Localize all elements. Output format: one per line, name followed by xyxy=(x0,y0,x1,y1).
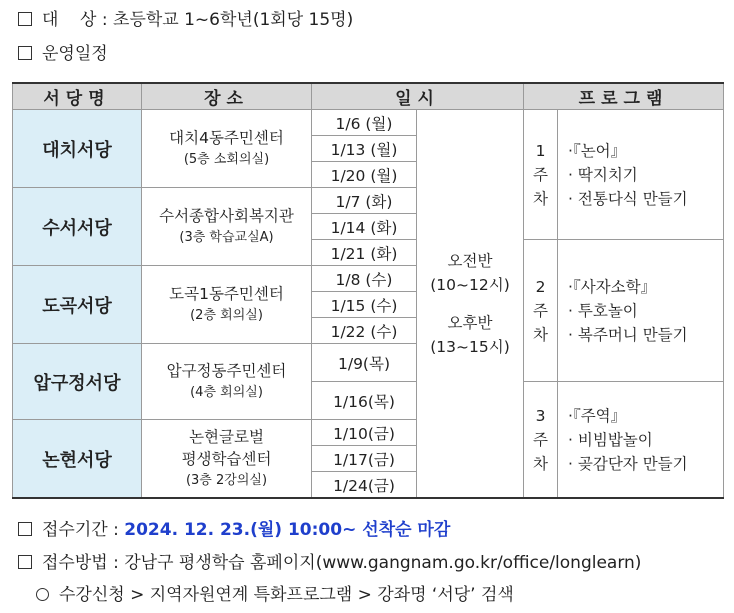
place-cell xyxy=(142,266,312,344)
target-label: 대 상 xyxy=(42,10,97,30)
checkbox-square-icon xyxy=(18,46,32,60)
header-place: 장소 xyxy=(142,83,312,110)
week-num: 2 xyxy=(535,277,546,296)
apply-period-value: 2024. 12. 23.(월) 10:00~ 선착순 마감 xyxy=(124,520,451,540)
place-name: 논현글로벌 xyxy=(189,427,264,446)
place-name: 압구정동주민센터 xyxy=(166,361,287,380)
week-num: 1 xyxy=(535,141,546,160)
schedule-table xyxy=(12,82,724,499)
program-cell xyxy=(558,240,724,382)
program-item: ·『주역』 xyxy=(568,406,627,425)
week-cha: 차 xyxy=(533,325,548,344)
week-ju: 주 xyxy=(533,430,548,449)
program-item: · 복주머니 만들기 xyxy=(568,325,688,344)
date-cell: 1/7 (화) xyxy=(312,188,417,214)
program-item: · 곶감단자 만들기 xyxy=(568,454,688,473)
path-line xyxy=(36,584,514,606)
program-item: ·『논어』 xyxy=(568,141,627,160)
date-cell: 1/16(목) xyxy=(312,382,417,420)
program-item: ·『사자소학』 xyxy=(568,277,657,296)
date-cell: 1/20 (월) xyxy=(312,162,417,188)
target-line xyxy=(18,9,353,31)
date-cell: 1/14 (화) xyxy=(312,214,417,240)
checkbox-square-icon xyxy=(18,12,32,26)
apply-method-value: 강남구 평생학습 홈페이지(www.gangnam.go.kr/office/longlearn) xyxy=(124,553,642,573)
program-cell xyxy=(558,382,724,499)
place-cell xyxy=(142,188,312,266)
place-room: (3층 2강의실) xyxy=(185,472,268,488)
week-label xyxy=(524,382,558,499)
path-text: 수강신청 > 지역자원연계 특화프로그램 > 강좌명 ‘서당’ 검색 xyxy=(59,585,514,605)
branch-name: 대치서당 xyxy=(13,110,142,188)
apply-method-sep: : xyxy=(113,553,119,573)
header-program: 프로그램 xyxy=(524,83,724,110)
program-item: · 전통다식 만들기 xyxy=(568,189,688,208)
header-datetime: 일시 xyxy=(312,83,524,110)
date-cell: 1/24(금) xyxy=(312,472,417,499)
week-cha: 차 xyxy=(533,454,548,473)
program-item: · 딱지치기 xyxy=(568,165,638,184)
branch-name: 도곡서당 xyxy=(13,266,142,344)
time-cell xyxy=(417,110,524,499)
place-room: (2층 회의실) xyxy=(190,307,263,323)
time-pm: 오후반 xyxy=(447,313,493,332)
program-item: · 비빔밥놀이 xyxy=(568,430,653,449)
checkbox-square-icon xyxy=(18,555,32,569)
apply-period-label: 접수기간 xyxy=(42,520,108,540)
checkbox-square-icon xyxy=(18,522,32,536)
place-name: 수서종합사회복지관 xyxy=(159,206,294,225)
time-am: 오전반 xyxy=(447,251,493,270)
week-label xyxy=(524,240,558,382)
branch-name: 수서서당 xyxy=(13,188,142,266)
date-cell: 1/8 (수) xyxy=(312,266,417,292)
date-cell: 1/6 (월) xyxy=(312,110,417,136)
apply-method-line xyxy=(18,552,641,574)
time-am-hours: (10~12시) xyxy=(430,275,510,294)
circle-bullet-icon xyxy=(36,588,49,601)
date-cell: 1/9(목) xyxy=(312,344,417,382)
week-num: 3 xyxy=(535,406,546,425)
table-row xyxy=(13,110,724,136)
apply-method-label: 접수방법 xyxy=(42,553,108,573)
place-name: 대치4동주민센터 xyxy=(169,128,284,147)
schedule-title-line xyxy=(18,43,108,65)
place-cell xyxy=(142,344,312,420)
week-ju: 주 xyxy=(533,165,548,184)
program-cell xyxy=(558,110,724,240)
place-name: 도곡1동주민센터 xyxy=(169,284,284,303)
place-room: (4층 회의실) xyxy=(190,384,263,400)
date-cell: 1/10(금) xyxy=(312,420,417,446)
target-value: 초등학교 1~6학년(1회당 15명) xyxy=(113,10,354,30)
date-cell: 1/22 (수) xyxy=(312,318,417,344)
place-room: (5층 소회의실) xyxy=(183,151,270,167)
apply-period-sep: : xyxy=(113,520,119,540)
date-cell: 1/15 (수) xyxy=(312,292,417,318)
place-cell xyxy=(142,420,312,499)
place-name-2: 평생학습센터 xyxy=(181,449,272,468)
header-branch: 서당명 xyxy=(13,83,142,110)
place-cell xyxy=(142,110,312,188)
date-cell: 1/21 (화) xyxy=(312,240,417,266)
week-label xyxy=(524,110,558,240)
week-cha: 차 xyxy=(533,189,548,208)
table-header-row xyxy=(13,83,724,110)
place-room: (3층 학습교실A) xyxy=(179,229,274,245)
program-item: · 투호놀이 xyxy=(568,301,638,320)
target-sep: : xyxy=(101,10,108,30)
branch-name: 압구정서당 xyxy=(13,344,142,420)
schedule-title: 운영일정 xyxy=(42,44,108,64)
week-ju: 주 xyxy=(533,301,548,320)
branch-name: 논현서당 xyxy=(13,420,142,499)
date-cell: 1/17(금) xyxy=(312,446,417,472)
apply-period-line xyxy=(18,519,450,541)
time-pm-hours: (13~15시) xyxy=(430,337,510,356)
date-cell: 1/13 (월) xyxy=(312,136,417,162)
